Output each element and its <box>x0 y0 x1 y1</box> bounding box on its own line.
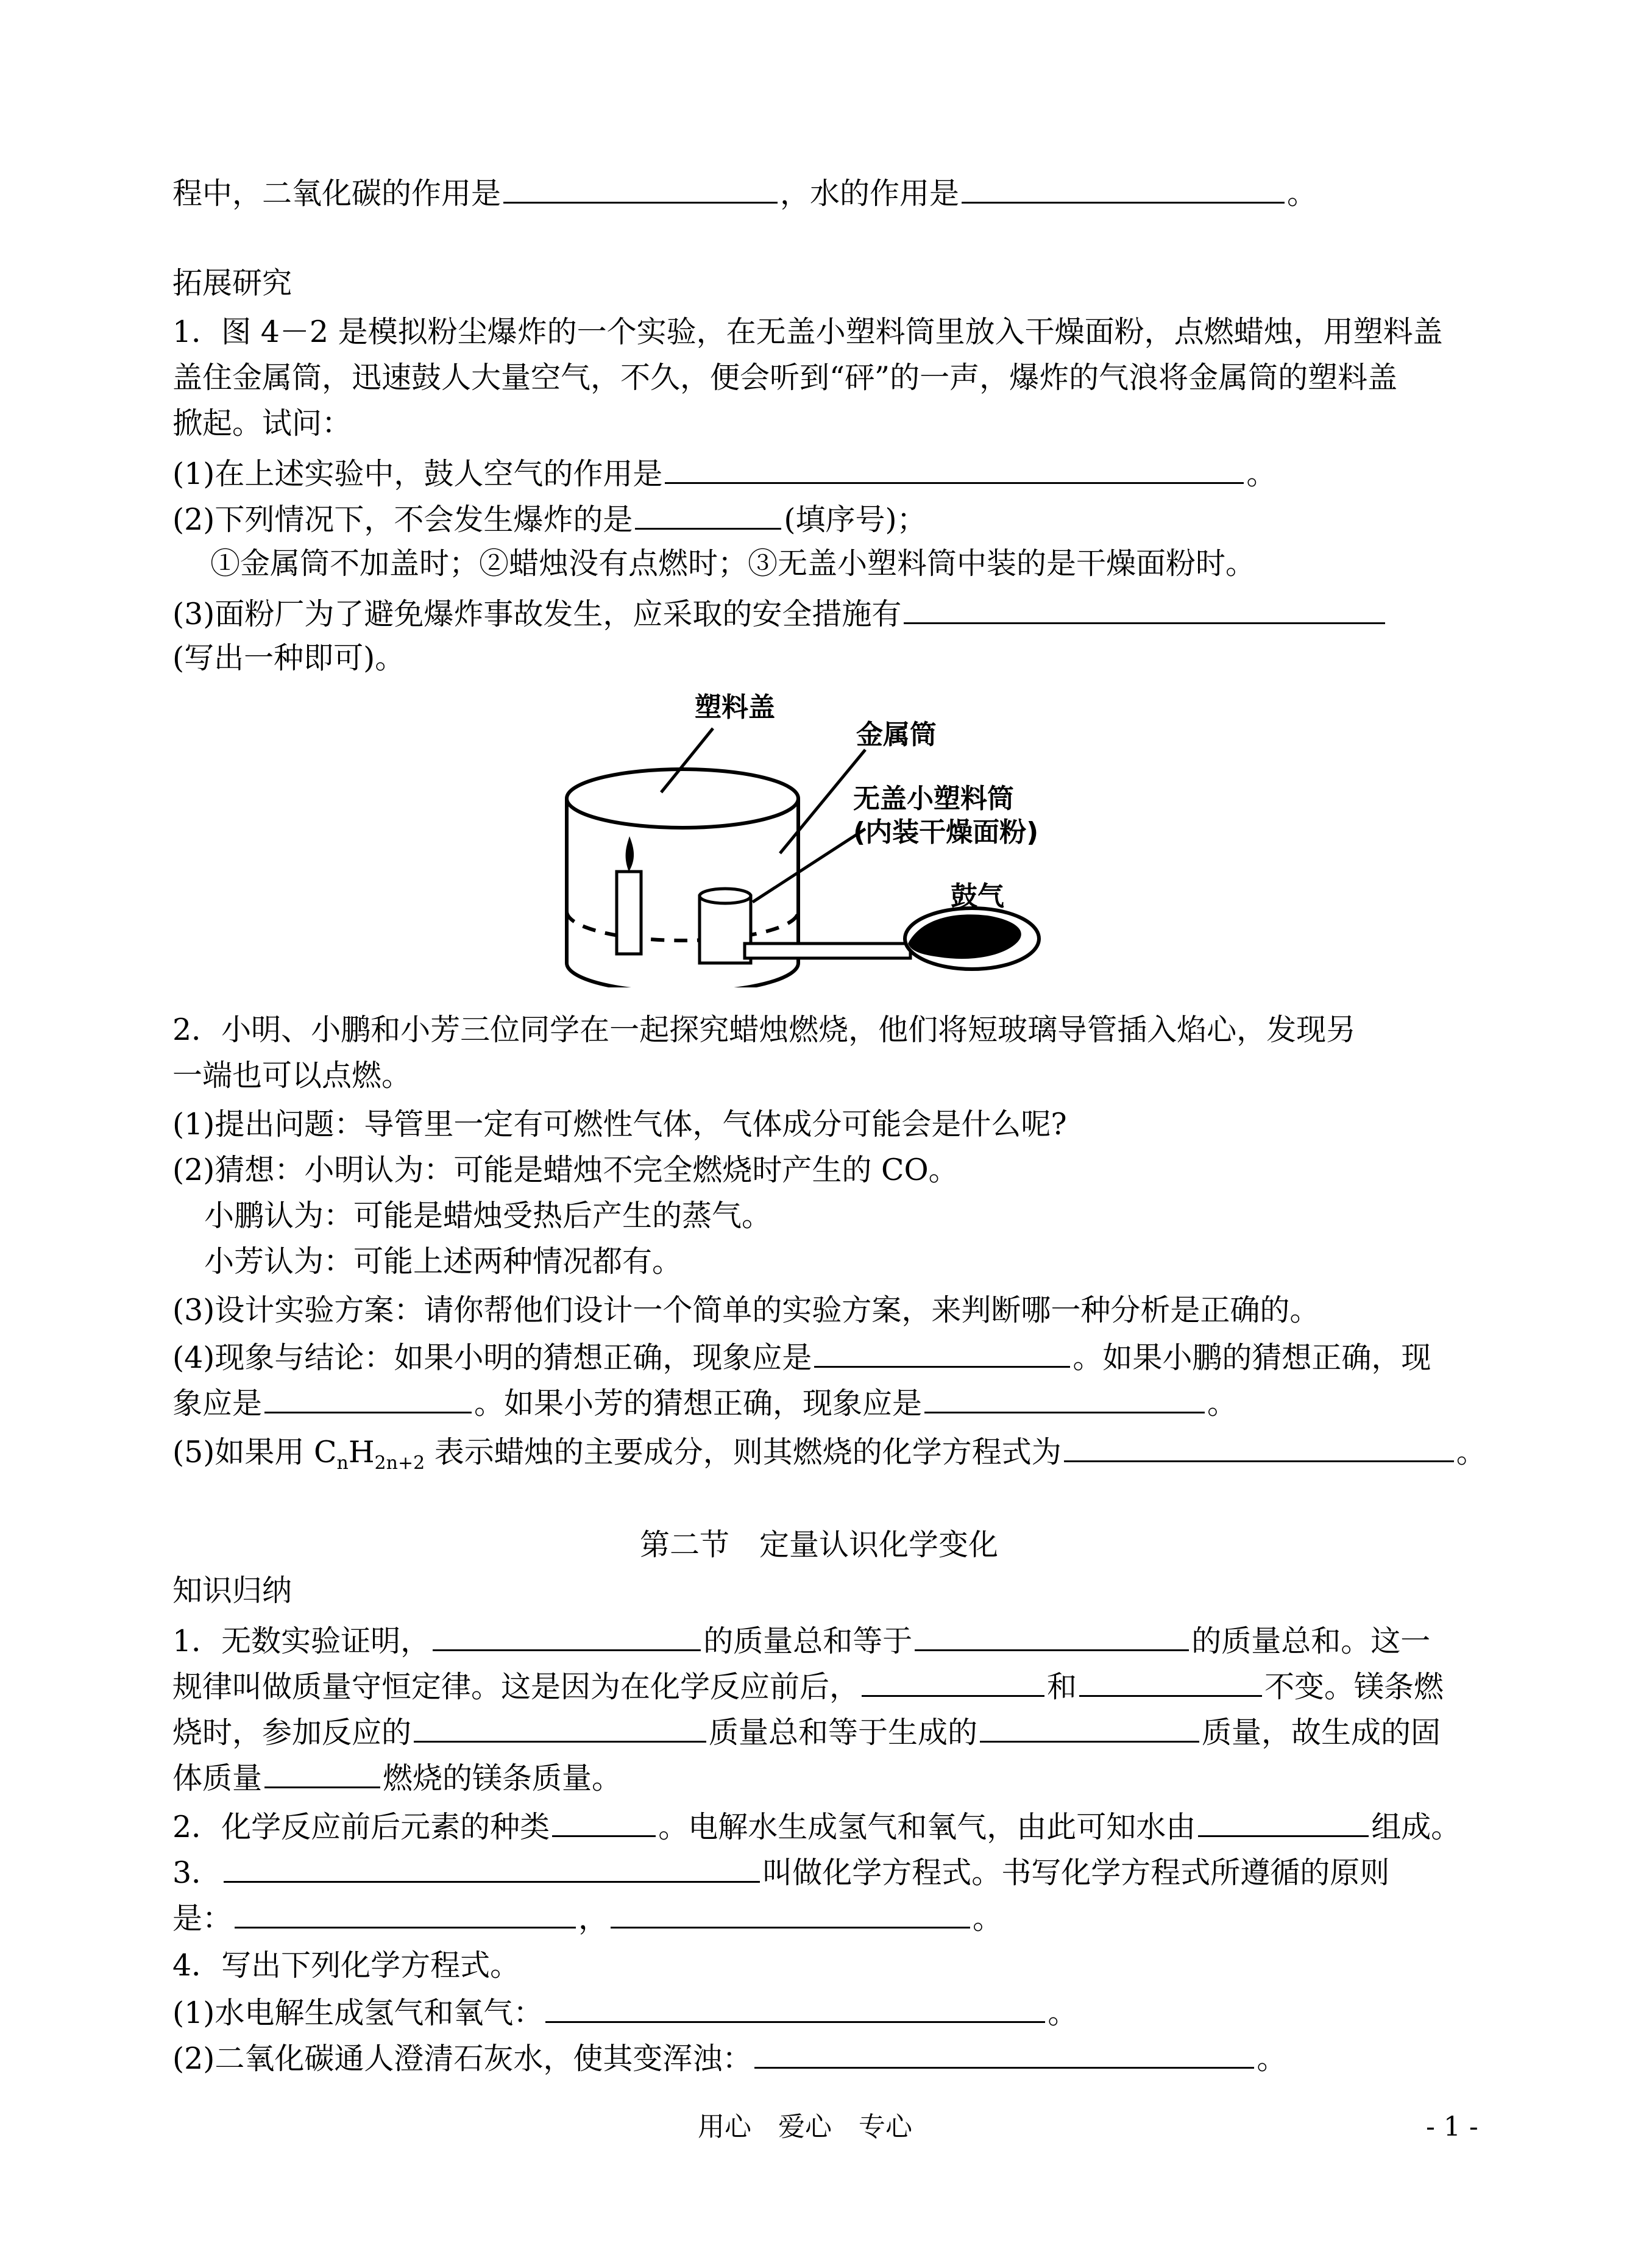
text: 烧时，参加反应的 <box>172 1715 412 1750</box>
answer-blank[interactable] <box>224 1853 760 1883</box>
text: 燃烧的镁条质量。 <box>383 1761 622 1796</box>
text: 。 <box>973 1901 1003 1936</box>
text-line <box>172 2039 1286 2077</box>
candle <box>617 836 641 954</box>
text: 1．无数实验证明， <box>172 1624 431 1658</box>
text-line: 2．小明、小鹏和小芳三位同学在一起探究蜡烛燃烧，他们将短玻璃导管插入焰心，发现另 <box>172 1012 1356 1047</box>
text-line: 4．写出下列化学方程式。 <box>172 1948 520 1983</box>
text-line: (1)提出问题：导管里一定有可燃性气体，气体成分可能会是什么呢? <box>172 1107 1067 1142</box>
text: (3)面粉厂为了避免爆炸事故发生，应采取的安全措施有 <box>172 597 902 631</box>
text: ， <box>578 1901 609 1936</box>
answer-blank[interactable] <box>264 1384 472 1413</box>
text: 。如果小鹏的猜想正确，现 <box>1072 1340 1431 1375</box>
text: 规律叫做质量守恒定律。这是因为在化学反应前后， <box>172 1669 860 1704</box>
text-line: 一端也可以点燃。 <box>172 1058 412 1093</box>
text: (填序号)； <box>784 502 927 537</box>
text: 。电解水生成氢气和氧气，由此可知水由 <box>658 1810 1196 1844</box>
text: 。 <box>1287 176 1317 211</box>
text: 质量，故生成的固 <box>1202 1715 1441 1750</box>
text-line: 小芳认为：可能上述两种情况都有。 <box>204 1244 682 1279</box>
text: 和 <box>1047 1669 1077 1704</box>
text: 。如果小芳的猜想正确，现象应是 <box>474 1386 923 1421</box>
text-line <box>172 1993 1077 2032</box>
text-line <box>172 1713 1441 1751</box>
text: 。 <box>1207 1386 1238 1421</box>
text-line <box>172 174 1317 212</box>
label-cup-contents: (内装干燥面粉) <box>853 817 1039 848</box>
text-line <box>172 1667 1444 1705</box>
text: ，水的作用是 <box>780 176 960 211</box>
answer-blank[interactable] <box>635 500 781 530</box>
text-line: 盖住金属筒，迅速鼓人大量空气，不久，便会听到“砰”的一声，爆炸的气浪将金属筒的塑料盖 <box>172 360 1398 395</box>
text: (1)水电解生成氢气和氧气： <box>172 1996 544 2030</box>
section-title: 第二节 定量认识化学变化 <box>639 1527 998 1562</box>
text: 。 <box>1246 457 1277 491</box>
answer-blank[interactable] <box>924 1384 1205 1413</box>
text-line <box>172 1432 1486 1482</box>
section-heading: 拓展研究 <box>172 266 292 300</box>
text: (2)下列情况下，不会发生爆炸的是 <box>172 502 633 537</box>
answer-blank[interactable] <box>862 1667 1044 1697</box>
text: H <box>348 1435 375 1470</box>
answer-blank[interactable] <box>1198 1807 1369 1837</box>
answer-blank[interactable] <box>552 1807 656 1837</box>
answer-blank[interactable] <box>433 1621 701 1651</box>
text-line: ①金属筒不加盖时；②蜡烛没有点燃时；③无盖小塑料筒中装的是干燥面粉时。 <box>210 546 1256 581</box>
text: (2)二氧化碳通人澄清石灰水，使其变浑浊： <box>172 2041 753 2076</box>
text-line: (2)猜想：小明认为：可能是蜡烛不完全燃烧时产生的 CO。 <box>172 1153 959 1187</box>
answer-blank[interactable] <box>814 1338 1070 1368</box>
text: 。 <box>1456 1435 1486 1470</box>
label-plastic-lid: 塑料盖 <box>695 692 775 723</box>
text-line <box>172 1853 1389 1891</box>
text: 体质量 <box>172 1761 263 1796</box>
text: 表示蜡烛的主要成分，则其燃烧的化学方程式为 <box>425 1435 1062 1470</box>
text: 组成。 <box>1371 1810 1461 1844</box>
answer-blank[interactable] <box>915 1621 1189 1651</box>
leader-lines <box>661 728 865 902</box>
text: 。 <box>1048 1996 1078 2030</box>
text: 象应是 <box>172 1386 263 1421</box>
subscript: n <box>336 1452 349 1474</box>
plastic-cup <box>700 889 751 963</box>
text: (1)在上述实验中，鼓人空气的作用是 <box>172 457 663 491</box>
text: 不变。镁条燃 <box>1264 1669 1444 1704</box>
label-plastic-cup: 无盖小塑料筒 <box>853 783 1014 814</box>
text-line <box>172 594 1388 633</box>
text-line: 掀起。试问： <box>172 406 352 441</box>
text-line <box>172 454 1276 492</box>
text: 的质量总和等于 <box>703 1624 913 1658</box>
text: 的质量总和。这一 <box>1191 1624 1431 1658</box>
answer-blank[interactable] <box>235 1899 576 1929</box>
text-line <box>172 1758 622 1797</box>
text: 是： <box>172 1901 233 1936</box>
text: 2．化学反应前后元素的种类 <box>172 1810 550 1844</box>
text-line <box>172 1338 1431 1376</box>
text: 程中，二氧化碳的作用是 <box>172 176 502 211</box>
text-line <box>172 1899 1002 1937</box>
dust-explosion-figure <box>548 670 1097 987</box>
label-metal-can: 金属筒 <box>856 719 937 750</box>
answer-blank[interactable] <box>962 174 1285 204</box>
text: 3． <box>172 1855 222 1890</box>
text-line <box>172 1621 1430 1660</box>
footer-motto: 用心 爱心 专心 <box>698 2111 912 2142</box>
text: (4)现象与结论：如果小明的猜想正确，现象应是 <box>172 1340 812 1375</box>
answer-blank[interactable] <box>1079 1667 1262 1697</box>
text: 。 <box>1257 2041 1287 2076</box>
text: (5)如果用 C <box>172 1435 337 1470</box>
text-line: (写出一种即可)。 <box>172 641 405 675</box>
answer-blank[interactable] <box>264 1758 380 1788</box>
text-line: 1．图 4－2 是模拟粉尘爆炸的一个实验，在无盖小塑料筒里放入干燥面粉，点燃蜡烛，用塑料盖 <box>172 315 1443 349</box>
air-tube <box>745 944 910 958</box>
answer-blank[interactable] <box>904 594 1385 624</box>
answer-blank[interactable] <box>545 1993 1045 2023</box>
answer-blank[interactable] <box>414 1713 706 1743</box>
answer-blank[interactable] <box>980 1713 1199 1743</box>
answer-blank[interactable] <box>1064 1432 1454 1462</box>
text-line <box>172 1384 1237 1422</box>
text-line <box>172 500 927 538</box>
bellows <box>905 908 1039 969</box>
answer-blank[interactable] <box>503 174 778 204</box>
text: 叫做化学方程式。书写化学方程式所遵循的原则 <box>762 1855 1390 1890</box>
answer-blank[interactable] <box>754 2039 1254 2069</box>
page-number: - 1 - <box>1426 2111 1478 2142</box>
text: 质量总和等于生成的 <box>709 1715 978 1750</box>
answer-blank[interactable] <box>611 1899 970 1929</box>
label-bellows: 鼓气 <box>951 881 1004 912</box>
text-line: 小鹏认为：可能是蜡烛受热后产生的蒸气。 <box>204 1198 772 1233</box>
subscript: 2n+2 <box>374 1452 425 1474</box>
text-line: (3)设计实验方案：请你帮他们设计一个简单的实验方案，来判断哪一种分析是正确的。 <box>172 1293 1320 1328</box>
section-heading: 知识归纳 <box>172 1573 292 1608</box>
answer-blank[interactable] <box>665 454 1244 484</box>
text-line <box>172 1807 1461 1846</box>
